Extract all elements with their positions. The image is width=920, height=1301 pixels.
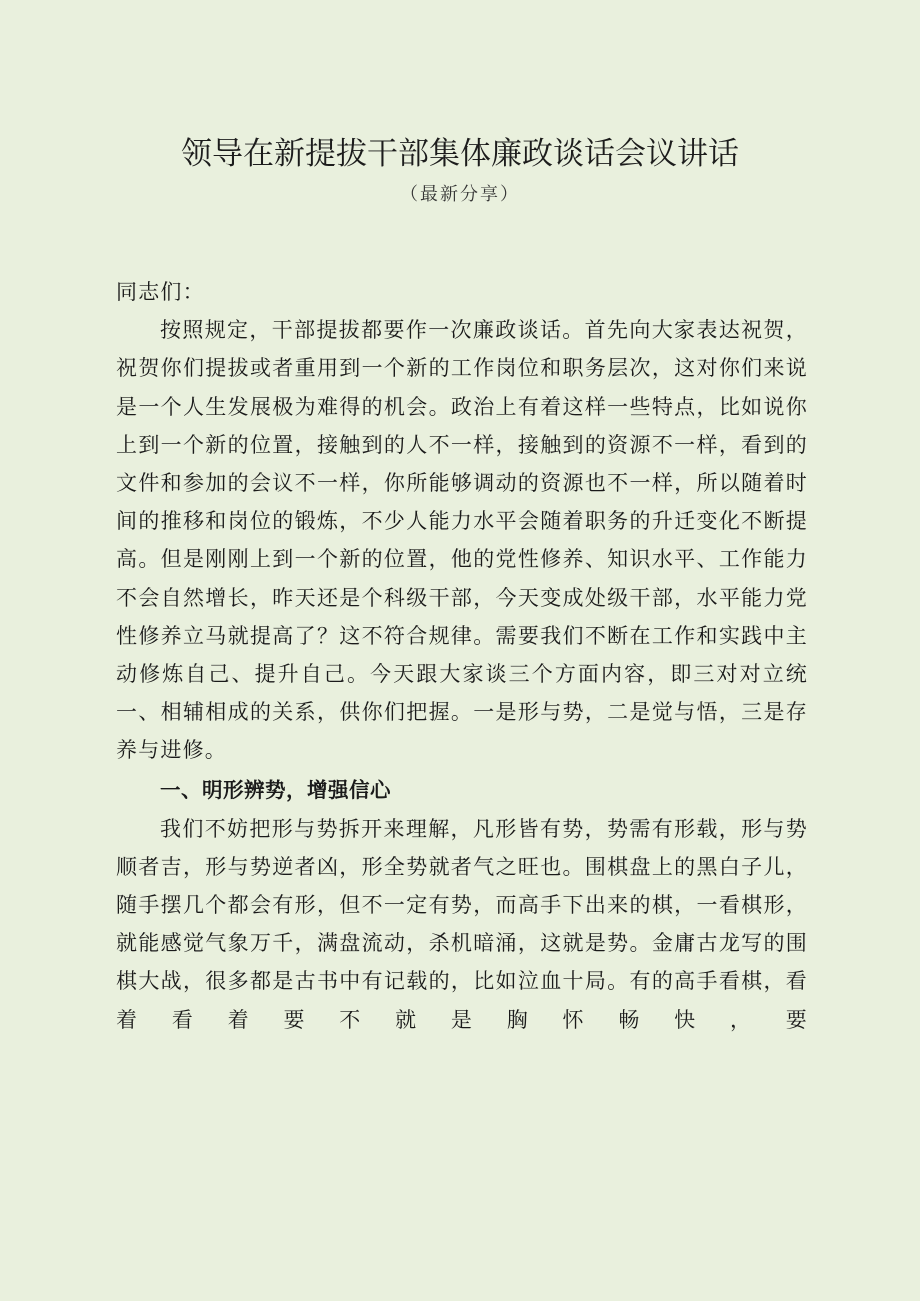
document-title: 领导在新提拔干部集体廉政谈话会议讲话 (181, 136, 739, 172)
section-heading: 一、明形辨势，增强信心 (160, 777, 391, 802)
body-paragraph: 按照规定，干部提拔都要作一次廉政谈话。首先向大家表达祝贺，祝贺你们提拔或者重用到一个新的工作岗位和职务层次，这对你们来说是一个人生发展极为难得的机会。政治上有着这样一些特点，比如说你上到一个新的位置，接触到的人不一样，接触到的资源不一样，看到的文件和参加的会议不一样，你所能够调动的资源也不一样，所以随着时间的推移和岗位的锻炼，不少人能力水平会随着职务的升迁变化不断提高。但是刚刚上到一个新的位置，他的党性修养、知识水平、工作能力不会自然增长，昨天还是个科级干部，今天变成处级干部，水平能力党性修养立马就提高了？这不符合规律。需要我们不断在工作和实践中主动修炼自己、提升自己。今天跟大家谈三个方面内容，即三对对立统一、相辅相成的关系，供你们把握。一是形与势，二是觉与悟，三是存养与进修。 (116, 318, 808, 763)
salutation: 同志们： (116, 280, 205, 304)
section-paragraph: 我们不妨把形与势拆开来理解，凡形皆有势，势需有形载，形与势顺者吉，形与势逆者凶，形全势就者气之旺也。围棋盘上的黑白子儿，随手摆几个都会有形，但不一定有势，而高手下出来的棋，一看棋形，就能感觉气象万千，满盘流动，杀机暗涌，这就是势。金庸古龙写的围棋大战，很多都是古书中有记载的，比如泣血十局。有的高手看棋，看着看着要不就是胸怀畅快，要 (116, 816, 808, 1032)
document-body (116, 273, 808, 1039)
document-subtitle: （最新分享） (400, 184, 520, 205)
